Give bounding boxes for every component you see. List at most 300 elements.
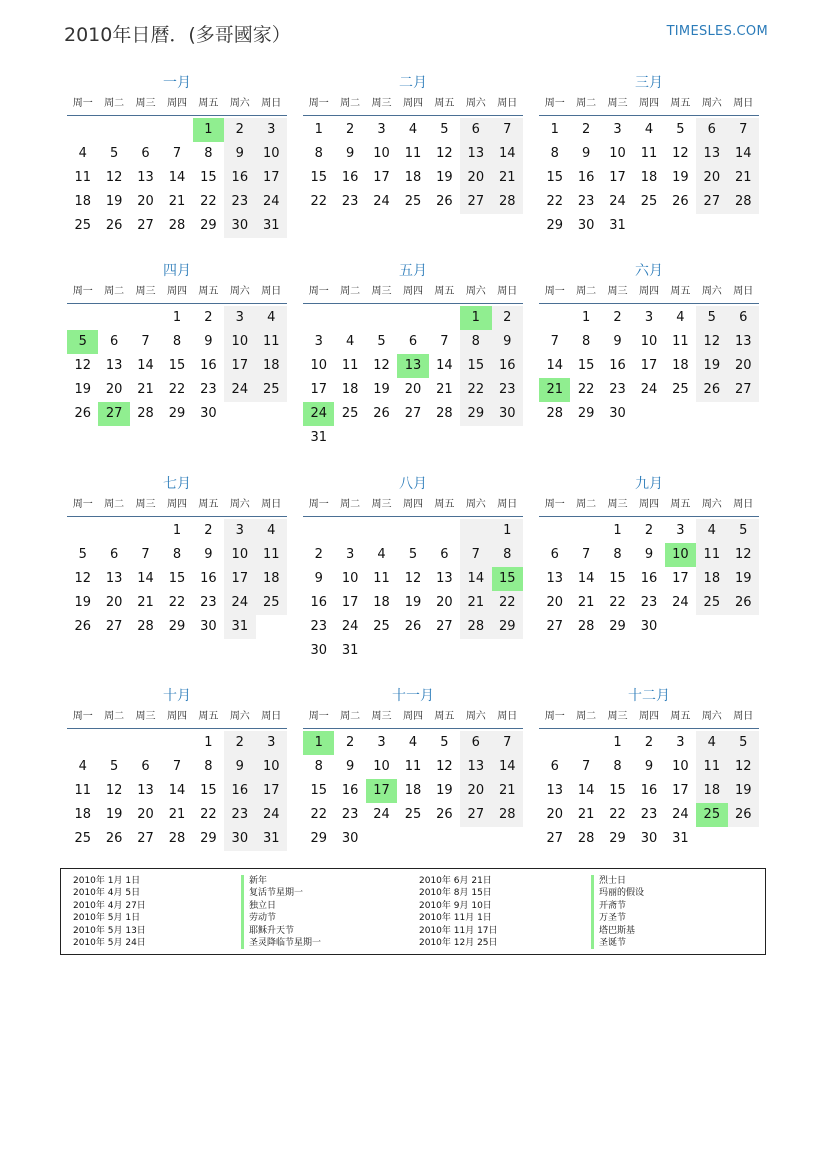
day-cell: 7	[550, 334, 559, 349]
weekday-label: 周五	[434, 711, 455, 722]
month-name: 六月	[635, 263, 663, 279]
weekday-label: 周二	[340, 499, 361, 510]
weekday-label: 周六	[701, 499, 722, 510]
day-cell: 8	[613, 547, 622, 562]
day-cell: 5	[728, 519, 759, 543]
day-cell: 17	[672, 783, 689, 798]
day-cell: 16	[341, 170, 359, 185]
day-cell: 15	[546, 170, 563, 185]
weekday-label: 周三	[135, 98, 156, 109]
day-cell: 27	[436, 619, 453, 634]
holiday-date: 2010年 4月 5日	[73, 888, 141, 899]
day-grid	[303, 306, 523, 450]
empty-cell	[366, 306, 397, 330]
weekday-label: 周五	[670, 286, 691, 297]
day-cell: 31	[672, 831, 689, 846]
holiday-date: 2010年 11月 1日	[419, 913, 492, 924]
day-cell: 29	[609, 619, 626, 634]
day-cell: 24	[373, 194, 390, 209]
weekday-label: 周日	[261, 98, 282, 109]
month-12	[539, 686, 759, 851]
day-cell: 13	[137, 783, 154, 798]
day-cell: 2	[644, 735, 654, 750]
day-cell: 20	[728, 354, 759, 378]
day-cell: 22	[200, 807, 217, 822]
day-cell: 8	[314, 759, 323, 774]
day-cell: 3	[676, 523, 685, 538]
day-cell: 15	[310, 170, 327, 185]
day-cell: 27	[137, 218, 154, 233]
day-cell: 7	[172, 146, 182, 161]
month-3	[539, 73, 759, 238]
day-cell: 22	[200, 194, 217, 209]
weekday-label: 周四	[638, 98, 659, 109]
day-cell: 5	[109, 759, 119, 774]
day-cell: 11	[74, 783, 91, 798]
day-cell: 27	[404, 406, 422, 421]
day-cell: 7	[141, 334, 150, 349]
day-cell: 27	[460, 190, 491, 214]
day-cell: 18	[74, 807, 91, 822]
day-cell: 26	[672, 194, 689, 209]
holiday-day-cell: 21	[539, 378, 570, 402]
day-cell: 14	[137, 358, 154, 373]
day-cell: 26	[74, 406, 91, 421]
empty-cell	[397, 519, 428, 543]
weekday-label: 周三	[135, 499, 156, 510]
day-cell: 4	[408, 122, 418, 137]
day-cell: 28	[577, 831, 595, 846]
day-cell: 7	[581, 759, 591, 774]
day-cell: 28	[492, 190, 523, 214]
day-cell: 23	[200, 382, 217, 397]
weekday-label: 周四	[402, 98, 423, 109]
day-cell: 18	[672, 358, 689, 373]
day-cell: 6	[141, 759, 150, 774]
day-cell: 12	[404, 571, 422, 586]
weekday-label: 周六	[465, 711, 486, 722]
day-cell: 11	[404, 759, 422, 774]
day-cell: 23	[310, 619, 327, 634]
day-cell: 19	[728, 779, 759, 803]
day-cell: 14	[728, 142, 759, 166]
day-cell: 25	[256, 378, 287, 402]
day-cell: 28	[546, 406, 563, 421]
day-cell: 4	[78, 759, 87, 774]
day-cell: 14	[436, 358, 453, 373]
day-cell: 28	[137, 406, 154, 421]
empty-cell	[130, 118, 161, 142]
day-cell: 28	[137, 619, 154, 634]
day-cell: 28	[492, 803, 523, 827]
day-cell: 27	[546, 831, 563, 846]
day-cell: 15	[310, 783, 327, 798]
weekday-label: 周六	[701, 711, 722, 722]
day-cell: 16	[609, 358, 626, 373]
day-cell: 17	[640, 358, 658, 373]
day-cell: 3	[314, 334, 323, 349]
day-cell: 8	[492, 543, 523, 567]
weekday-label: 周五	[670, 98, 691, 109]
day-cell: 11	[256, 330, 287, 354]
day-cell: 21	[460, 591, 491, 615]
holiday-name: 复活节星期一	[241, 887, 321, 899]
day-cell: 2	[644, 523, 654, 538]
day-cell: 13	[137, 170, 154, 185]
day-cell: 31	[310, 430, 327, 445]
holiday-day-cell: 1	[460, 306, 491, 330]
empty-cell	[130, 306, 161, 330]
day-cell: 29	[460, 402, 491, 426]
day-cell: 17	[609, 170, 626, 185]
holiday-name: 圣诞节	[591, 937, 644, 949]
day-cell: 21	[577, 807, 595, 822]
day-cell: 17	[224, 567, 255, 591]
day-cell: 23	[492, 378, 523, 402]
month-name: 五月	[399, 263, 427, 279]
day-cell: 9	[224, 755, 255, 779]
weekday-header	[539, 706, 759, 729]
day-cell: 26	[728, 803, 759, 827]
month-1	[67, 73, 287, 238]
day-cell: 6	[109, 547, 119, 562]
day-cell: 7	[492, 731, 523, 755]
day-cell: 17	[256, 166, 287, 190]
day-cell: 9	[204, 547, 213, 562]
day-cell: 1	[613, 523, 622, 538]
day-cell: 20	[460, 166, 491, 190]
day-cell: 21	[728, 166, 759, 190]
day-cell: 18	[341, 382, 359, 397]
holiday-date: 2010年 9月 10日	[419, 900, 492, 911]
weekday-label: 周五	[198, 98, 219, 109]
day-cell: 16	[224, 166, 255, 190]
day-cell: 18	[74, 194, 91, 209]
day-cell: 29	[310, 831, 327, 846]
day-cell: 19	[74, 595, 91, 610]
day-cell: 29	[492, 615, 523, 639]
weekday-label: 周日	[497, 711, 518, 722]
day-grid	[539, 519, 759, 639]
month-6	[539, 261, 759, 426]
month-5	[303, 261, 523, 450]
day-cell: 30	[341, 831, 359, 846]
day-cell: 26	[436, 807, 453, 822]
weekday-label: 周四	[166, 499, 187, 510]
day-cell: 1	[550, 122, 559, 137]
weekday-label: 周三	[607, 711, 628, 722]
day-cell: 2	[224, 118, 255, 142]
day-cell: 16	[200, 358, 217, 373]
day-cell: 15	[609, 571, 626, 586]
empty-cell	[334, 306, 365, 330]
holiday-name: 劳动节	[241, 912, 321, 924]
day-cell: 23	[224, 803, 255, 827]
day-cell: 18	[696, 567, 727, 591]
day-cell: 30	[492, 402, 523, 426]
day-cell: 16	[492, 354, 523, 378]
weekday-label: 周六	[701, 98, 722, 109]
day-cell: 6	[109, 334, 119, 349]
day-cell: 13	[728, 330, 759, 354]
weekday-label: 周一	[544, 98, 565, 109]
day-cell: 15	[168, 571, 186, 586]
month-name: 二月	[399, 75, 427, 91]
day-cell: 21	[137, 382, 154, 397]
month-name: 四月	[163, 263, 191, 279]
weekday-label: 周一	[72, 286, 93, 297]
day-cell: 1	[492, 519, 523, 543]
weekday-label: 周四	[638, 499, 659, 510]
day-cell: 22	[168, 382, 186, 397]
day-cell: 25	[74, 218, 91, 233]
day-cell: 20	[546, 595, 563, 610]
holiday-name: 开斋节	[591, 900, 644, 912]
month-name: 一月	[163, 75, 191, 91]
day-cell: 7	[492, 118, 523, 142]
month-name: 七月	[163, 476, 191, 492]
day-cell: 14	[137, 571, 154, 586]
day-cell: 5	[408, 547, 418, 562]
holiday-day-cell: 25	[696, 803, 727, 827]
day-cell: 12	[436, 146, 453, 161]
day-cell: 30	[224, 214, 255, 238]
holiday-date: 2010年 5月 24日	[73, 937, 146, 948]
day-cell: 28	[460, 615, 491, 639]
day-cell: 16	[224, 779, 255, 803]
day-cell: 27	[137, 831, 154, 846]
holiday-name: 圣灵降临节星期一	[241, 937, 321, 949]
holiday-name: 独立日	[241, 900, 321, 912]
day-cell: 27	[728, 378, 759, 402]
day-cell: 4	[377, 547, 386, 562]
weekday-label: 周三	[607, 499, 628, 510]
weekday-label: 周一	[308, 286, 329, 297]
day-cell: 3	[644, 310, 654, 325]
weekday-label: 周五	[670, 499, 691, 510]
day-cell: 10	[224, 330, 255, 354]
day-cell: 18	[404, 170, 422, 185]
weekday-label: 周三	[607, 286, 628, 297]
day-cell: 13	[546, 571, 563, 586]
day-grid	[67, 118, 287, 238]
day-cell: 19	[672, 170, 689, 185]
day-cell: 10	[373, 146, 390, 161]
day-cell: 21	[492, 779, 523, 803]
day-cell: 4	[345, 334, 355, 349]
day-cell: 26	[436, 194, 453, 209]
weekday-label: 周五	[198, 286, 219, 297]
day-cell: 7	[440, 334, 449, 349]
day-cell: 15	[200, 783, 217, 798]
day-cell: 2	[314, 547, 323, 562]
day-cell: 5	[676, 122, 685, 137]
day-cell: 24	[640, 382, 658, 397]
weekday-label: 周日	[733, 286, 754, 297]
day-cell: 31	[256, 827, 287, 851]
day-cell: 19	[728, 567, 759, 591]
empty-cell	[334, 519, 365, 543]
weekday-header	[303, 494, 523, 517]
weekday-label: 周五	[434, 98, 455, 109]
day-cell: 15	[200, 170, 217, 185]
day-cell: 17	[341, 595, 359, 610]
day-cell: 14	[546, 358, 563, 373]
day-cell: 13	[105, 571, 123, 586]
weekday-label: 周六	[229, 98, 250, 109]
day-cell: 30	[224, 827, 255, 851]
weekday-label: 周六	[465, 286, 486, 297]
holiday-date: 2010年 6月 21日	[419, 876, 492, 886]
weekday-header	[539, 494, 759, 517]
day-cell: 9	[492, 330, 523, 354]
day-cell: 21	[436, 382, 453, 397]
month-4	[67, 261, 287, 426]
holiday-day-cell: 1	[303, 731, 334, 755]
weekday-header	[303, 706, 523, 729]
day-cell: 24	[672, 595, 689, 610]
day-cell: 9	[345, 146, 355, 161]
day-cell: 9	[613, 334, 622, 349]
day-grid	[539, 731, 759, 851]
day-cell: 4	[696, 519, 727, 543]
day-cell: 30	[577, 218, 595, 233]
day-cell: 14	[492, 755, 523, 779]
day-cell: 14	[168, 783, 186, 798]
month-name: 九月	[635, 476, 663, 492]
day-cell: 27	[546, 619, 563, 634]
day-cell: 12	[74, 358, 91, 373]
day-cell: 29	[609, 831, 626, 846]
day-cell: 4	[644, 122, 654, 137]
month-2	[303, 73, 523, 214]
day-cell: 18	[256, 567, 287, 591]
weekday-label: 周日	[497, 286, 518, 297]
day-cell: 15	[609, 783, 626, 798]
day-cell: 12	[436, 759, 453, 774]
holiday-names-col-2	[591, 875, 644, 949]
day-cell: 30	[200, 619, 217, 634]
month-10	[67, 686, 287, 851]
day-cell: 4	[676, 310, 685, 325]
day-cell: 21	[137, 595, 154, 610]
weekday-label: 周六	[701, 286, 722, 297]
day-cell: 7	[172, 759, 182, 774]
holiday-day-cell: 5	[67, 330, 98, 354]
day-cell: 23	[224, 190, 255, 214]
day-cell: 13	[105, 358, 123, 373]
day-cell: 2	[345, 122, 355, 137]
weekday-label: 周三	[135, 286, 156, 297]
day-cell: 4	[256, 306, 287, 330]
weekday-label: 周一	[72, 711, 93, 722]
day-cell: 28	[577, 619, 595, 634]
day-cell: 2	[345, 735, 355, 750]
month-name: 十一月	[392, 688, 434, 704]
holiday-name: 耶稣升天节	[241, 925, 321, 937]
holiday-dates-col-1	[73, 875, 146, 949]
weekday-header	[67, 494, 287, 517]
day-cell: 6	[141, 146, 150, 161]
day-cell: 3	[256, 731, 287, 755]
weekday-label: 周日	[497, 98, 518, 109]
day-cell: 21	[168, 807, 186, 822]
day-cell: 23	[577, 194, 595, 209]
day-cell: 8	[550, 146, 559, 161]
day-cell: 3	[377, 122, 386, 137]
day-cell: 24	[256, 190, 287, 214]
day-cell: 26	[74, 619, 91, 634]
weekday-label: 周五	[198, 499, 219, 510]
holiday-day-cell: 13	[397, 354, 428, 378]
empty-cell	[67, 306, 98, 330]
month-9	[539, 474, 759, 639]
weekday-label: 周六	[229, 286, 250, 297]
weekday-label: 周二	[340, 286, 361, 297]
weekday-label: 周六	[465, 98, 486, 109]
holiday-day-cell: 24	[303, 402, 334, 426]
holiday-name: 烈士日	[591, 875, 644, 887]
day-cell: 24	[672, 807, 689, 822]
holiday-dates-col-2	[419, 875, 498, 949]
day-cell: 20	[546, 807, 563, 822]
day-grid	[67, 731, 287, 851]
holiday-date: 2010年 1月 1日	[73, 876, 141, 886]
day-cell: 26	[105, 218, 123, 233]
empty-cell	[397, 306, 428, 330]
day-cell: 2	[224, 731, 255, 755]
day-cell: 20	[436, 595, 453, 610]
holiday-name: 塔巴斯基	[591, 925, 644, 937]
day-grid	[303, 519, 523, 663]
holiday-list	[60, 868, 766, 955]
day-cell: 15	[577, 358, 595, 373]
day-cell: 14	[460, 567, 491, 591]
weekday-label: 周六	[229, 711, 250, 722]
day-cell: 2	[581, 122, 591, 137]
day-cell: 5	[377, 334, 386, 349]
empty-cell	[570, 519, 601, 543]
day-cell: 10	[609, 146, 626, 161]
empty-cell	[98, 306, 129, 330]
day-cell: 25	[404, 807, 422, 822]
day-cell: 5	[440, 735, 449, 750]
empty-cell	[130, 731, 161, 755]
empty-cell	[429, 306, 460, 330]
day-cell: 12	[672, 146, 689, 161]
day-cell: 9	[224, 142, 255, 166]
day-cell: 22	[609, 807, 626, 822]
day-cell: 6	[408, 334, 418, 349]
day-cell: 6	[550, 547, 559, 562]
day-cell: 17	[672, 571, 689, 586]
holiday-date: 2010年 11月 17日	[419, 925, 498, 936]
weekday-label: 周二	[576, 499, 597, 510]
weekday-label: 周二	[104, 286, 125, 297]
weekday-label: 周四	[402, 286, 423, 297]
day-cell: 6	[728, 306, 759, 330]
day-cell: 24	[609, 194, 626, 209]
weekday-label: 周三	[135, 711, 156, 722]
day-cell: 8	[172, 334, 182, 349]
day-cell: 22	[310, 194, 327, 209]
day-cell: 20	[137, 194, 154, 209]
day-cell: 13	[546, 783, 563, 798]
site-logo[interactable]: TIMESLES.COM	[666, 24, 768, 39]
holiday-day-cell: 15	[492, 567, 523, 591]
day-cell: 27	[696, 190, 727, 214]
weekday-label: 周五	[198, 711, 219, 722]
